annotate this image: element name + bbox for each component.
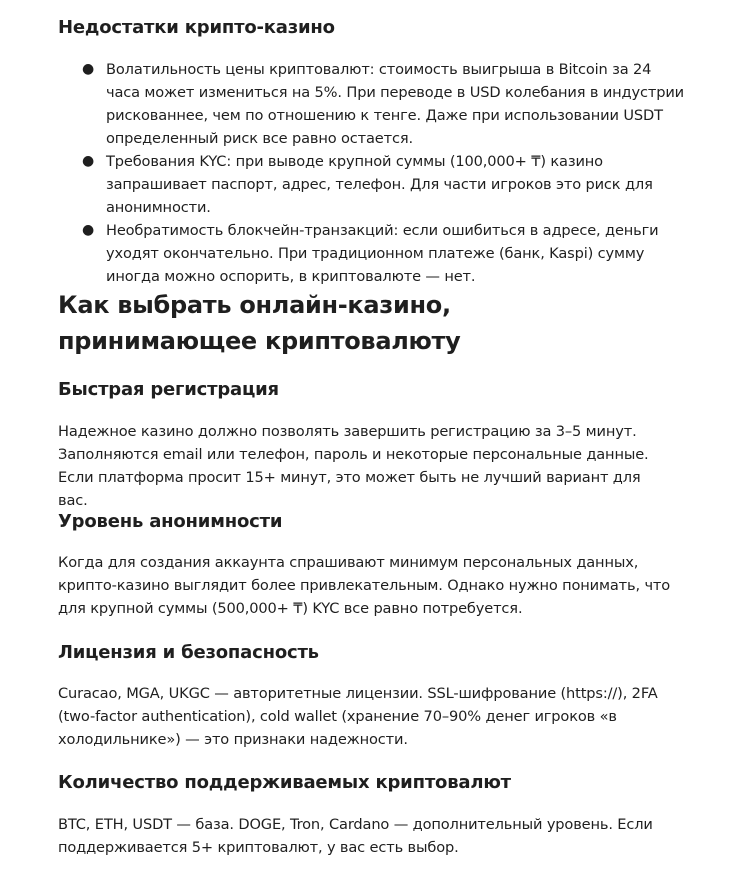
currencies-text: BTC, ETH, USDT — база. DOGE, Tron, Cardano — дополнительный уровень. Если поддерживается 5+ криптовалют, у вас есть выбор. [58,816,653,856]
license-text: Curacao, MGA, UKGC — авторитетные лицензии. SSL-шифрование (https://), 2FA (two-factor authentication), cold wallet (хранение 70–90% денег игроков «в холодильнике») — это признаки надежности. [58,685,658,748]
list-item [58,58,688,150]
list-item-text: Требования KYC: при выводе крупной суммы (100,000+ ₸) казино запрашивает паспорт, адрес, телефон. Для части игроков это риск для анонимности. [106,153,653,216]
list-item-text: Необратимость блокчейн-транзакций: если ошибиться в адресе, деньги уходят окончательно. При традиционном платеже (банк, Kaspi) сумму иногда можно оспорить, в криптовалюте — нет. [106,222,659,285]
registration-heading: Быстрая регистрация [58,379,279,400]
list-item [58,219,688,288]
anonymity-heading: Уровень анонимности [58,511,283,532]
license-heading: Лицензия и безопасность [58,642,319,663]
cons-list [58,58,688,288]
list-item-text: Волатильность цены криптовалют: стоимость выигрыша в Bitcoin за 24 часа может измениться на 5%. При переводе в USD колебания в индустрии рискованнее, чем по отношению к тенге. Даже при использовании USDT определенный риск все равно остается. [106,61,684,147]
choose-heading: Как выбрать онлайн-казино, принимающее криптовалюту [58,291,461,355]
currencies-heading: Количество поддерживаемых криптовалют [58,772,511,793]
anonymity-text: Когда для создания аккаунта спрашивают минимум персональных данных, крипто-казино выглядит более привлекательным. Однако нужно понимать, что для крупной суммы (500,000+ ₸) KYC все равно потребуется. [58,554,671,617]
bullet-icon: ● [82,61,95,77]
registration-text: Надежное казино должно позволять завершить регистрацию за 3–5 минут. Заполняются email или телефон, пароль и некоторые персональные данные. Если платформа просит 15+ минут, это может быть не лучший вариант для вас. [58,423,649,509]
bullet-icon: ● [82,222,95,238]
list-item [58,150,688,219]
cons-heading: Недостатки крипто-казино [58,17,335,38]
bullet-icon: ● [82,153,95,169]
